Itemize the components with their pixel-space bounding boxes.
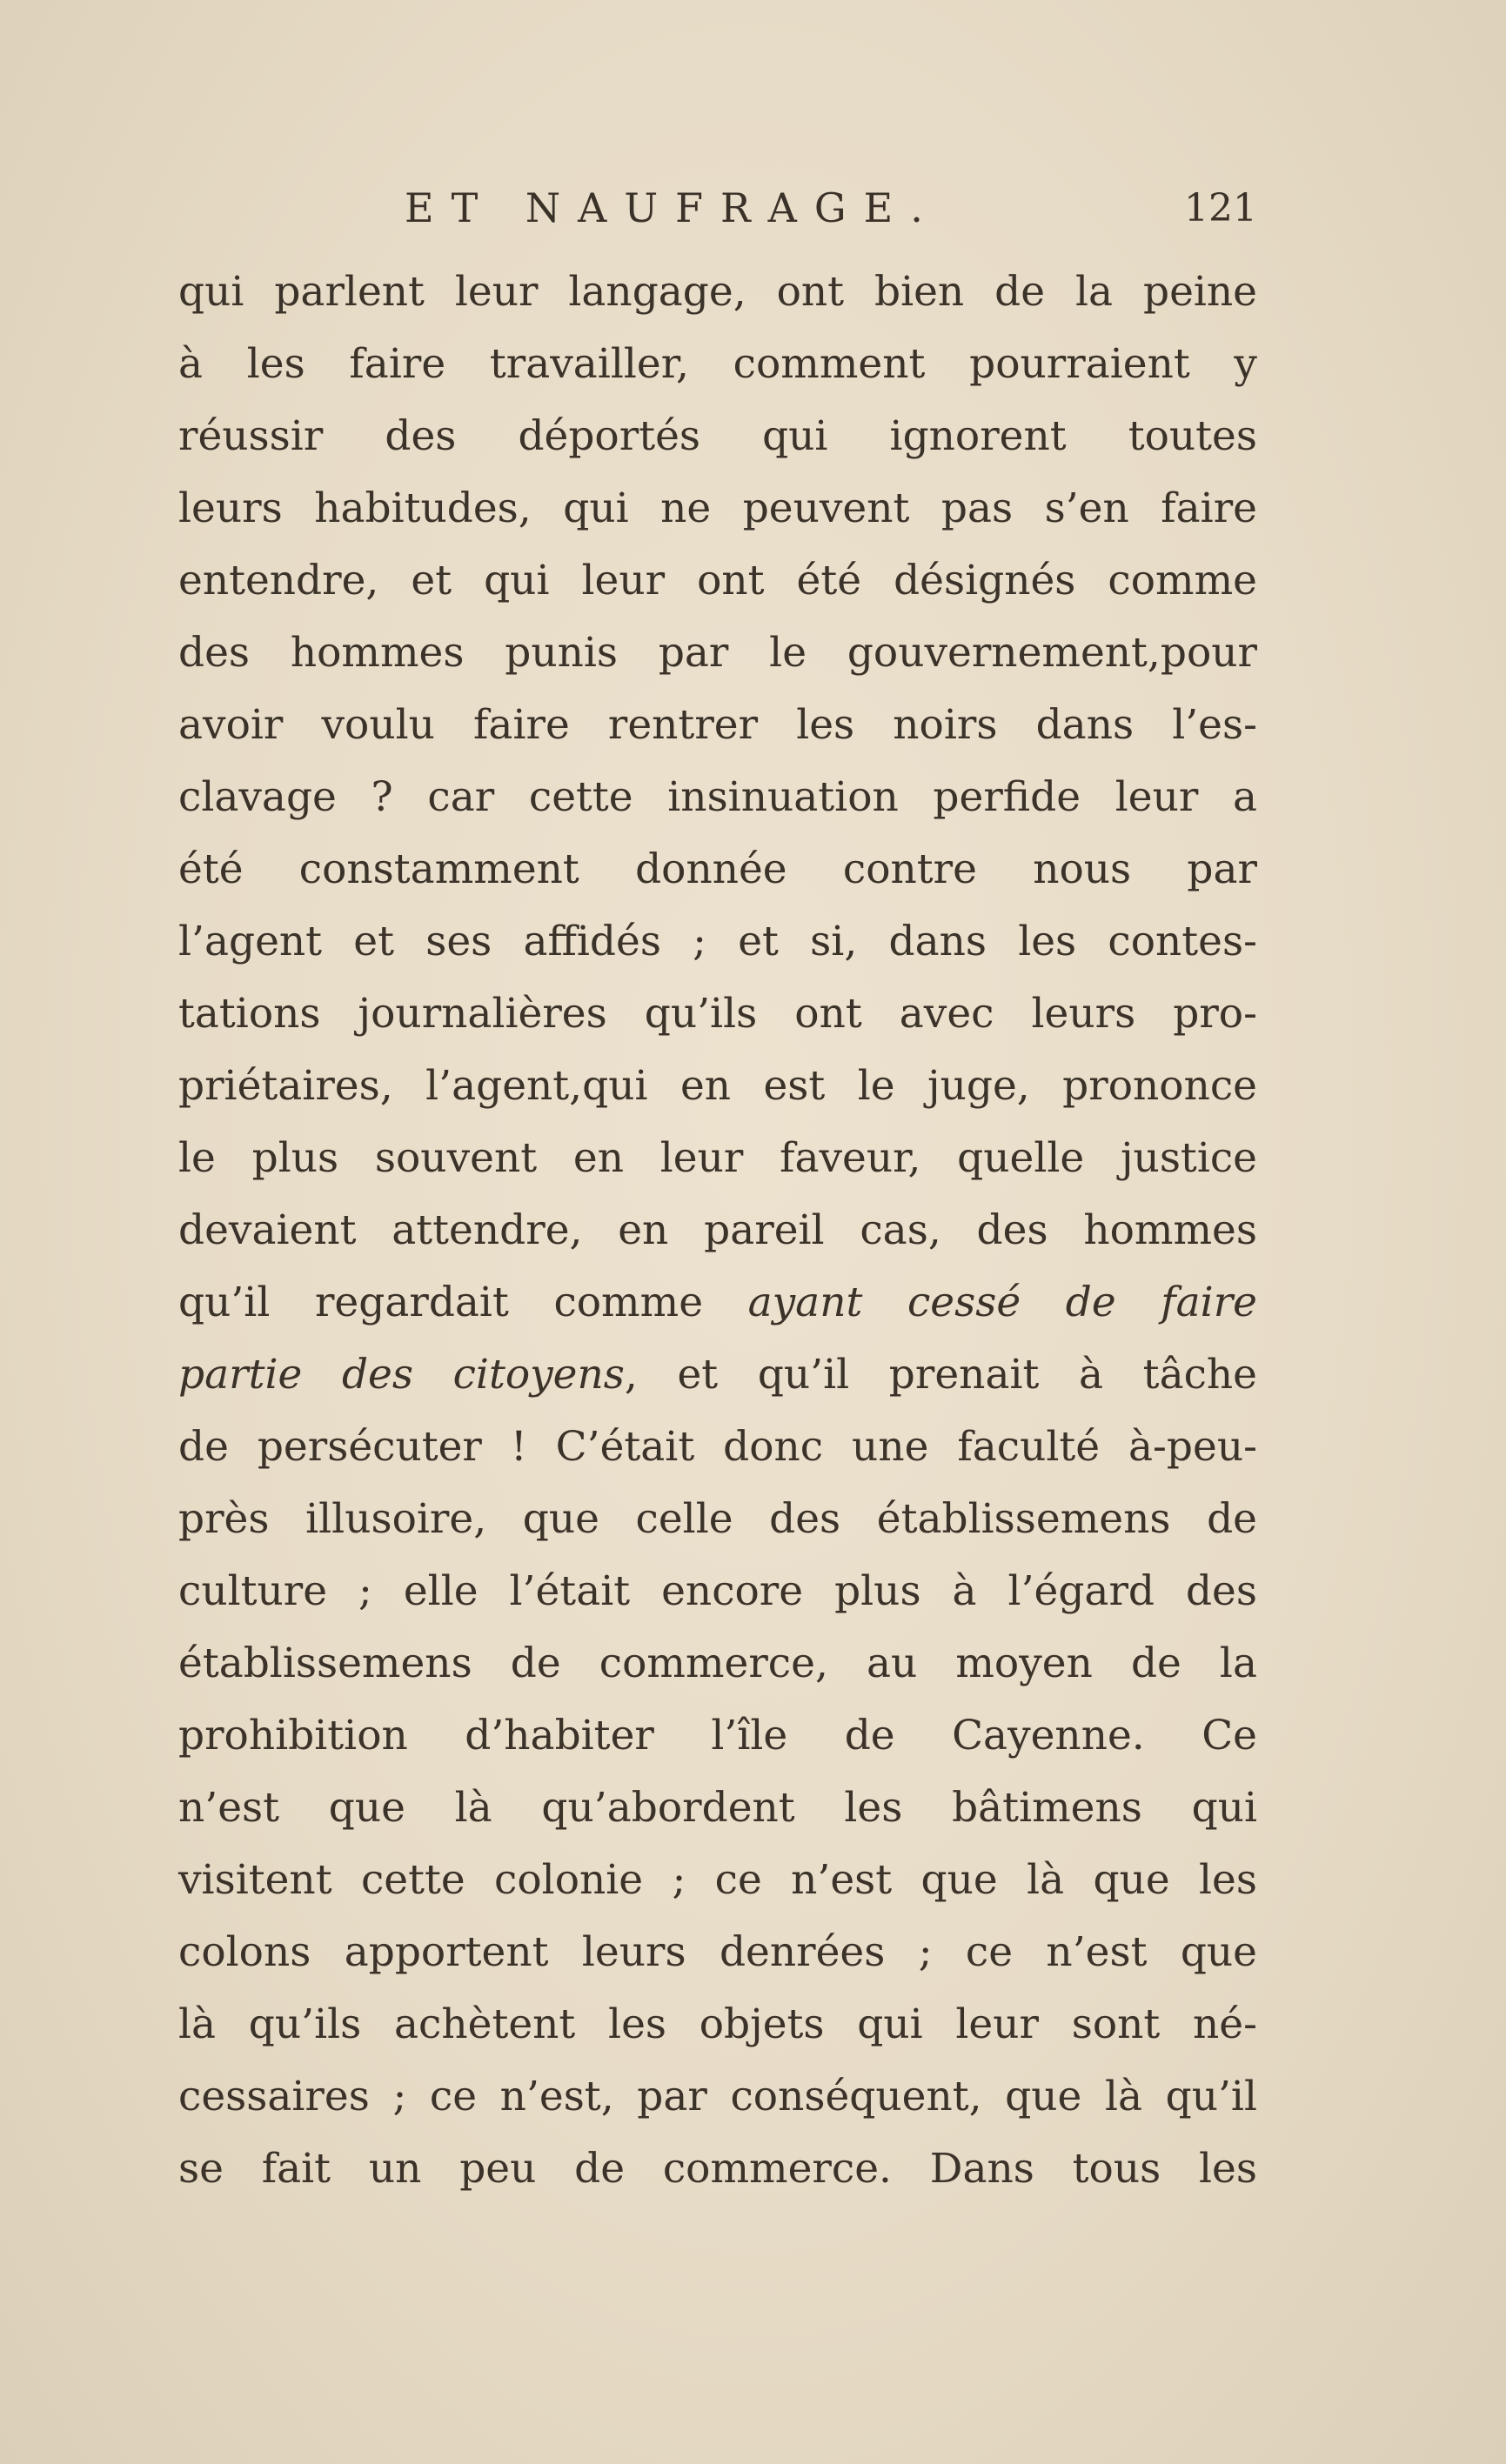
text-line	[178, 2133, 1257, 2205]
text-line	[178, 1411, 1257, 1483]
text-line	[178, 328, 1257, 400]
text-segment: des hommes punis par le gouvernement,pour	[178, 629, 1257, 677]
text-segment: visitent cette colonie ; ce n’est que là que les	[178, 1856, 1257, 1904]
text-segment: cessaires ; ce n’est, par conséquent, que là qu’il	[178, 2073, 1257, 2120]
text-line	[178, 256, 1257, 328]
text-line	[178, 1122, 1257, 1194]
text-segment: colons apportent leurs denrées ; ce n’est que	[178, 1928, 1257, 1976]
text-segment: tations journalières qu’ils ont avec leurs pro-	[178, 990, 1257, 1038]
text-segment: , et qu’il prenait à tâche	[624, 1351, 1257, 1399]
text-line	[178, 761, 1257, 833]
text-segment: qu’il regardait comme	[178, 1279, 748, 1326]
text-segment: de persécuter ! C’était donc une faculté à-peu-	[178, 1423, 1257, 1471]
text-line	[178, 905, 1257, 978]
text-segment: l’agent et ses affidés ; et si, dans les contes-	[178, 918, 1257, 965]
text-segment: établissemens de commerce, au moyen de la	[178, 1639, 1257, 1687]
italic-text: ayant cessé de faire	[747, 1279, 1257, 1326]
body-text	[178, 256, 1257, 2205]
text-segment: se fait un peu de commerce. Dans tous les	[178, 2145, 1257, 2193]
text-line	[178, 1699, 1257, 1772]
text-line	[178, 544, 1257, 617]
text-line	[178, 689, 1257, 761]
text-segment: là qu’ils achètent les objets qui leur sont né-	[178, 2000, 1257, 2048]
text-line	[178, 1194, 1257, 1266]
text-line	[178, 1050, 1257, 1122]
text-segment: qui parlent leur langage, ont bien de la peine	[178, 268, 1257, 316]
text-segment: clavage ? car cette insinuation perfide leur a	[178, 773, 1257, 821]
text-line	[178, 617, 1257, 689]
text-line	[178, 1844, 1257, 1916]
running-title: ET NAUFRAGE.	[405, 184, 940, 231]
text-line	[178, 1772, 1257, 1844]
text-line	[178, 1266, 1257, 1339]
text-line	[178, 472, 1257, 544]
text-segment: réussir des déportés qui ignorent toutes	[178, 412, 1257, 460]
text-line	[178, 2060, 1257, 2133]
text-line	[178, 1339, 1257, 1411]
text-segment: n’est que là qu’abordent les bâtimens qui	[178, 1784, 1257, 1832]
text-line	[178, 1483, 1257, 1555]
text-segment: entendre, et qui leur ont été désignés comme	[178, 557, 1257, 604]
italic-text: partie des citoyens	[178, 1351, 625, 1399]
text-line	[178, 400, 1257, 472]
page-number: 121	[1184, 186, 1257, 230]
text-segment: avoir voulu faire rentrer les noirs dans l’es-	[178, 701, 1257, 749]
text-segment: priétaires, l’agent,qui en est le juge, prononce	[178, 1062, 1257, 1110]
text-line	[178, 1555, 1257, 1627]
text-segment: devaient attendre, en pareil cas, des hommes	[178, 1206, 1257, 1254]
text-line	[178, 978, 1257, 1050]
text-segment: le plus souvent en leur faveur, quelle justice	[178, 1134, 1257, 1182]
running-head	[178, 184, 1257, 245]
text-line	[178, 833, 1257, 905]
text-line	[178, 1916, 1257, 1988]
text-segment: à les faire travailler, comment pourraient y	[178, 340, 1257, 388]
text-line	[178, 1988, 1257, 2060]
text-segment: leurs habitudes, qui ne peuvent pas s’en faire	[178, 484, 1257, 532]
text-segment: été constamment donnée contre nous par	[178, 845, 1257, 893]
text-segment: près illusoire, que celle des établissemens de	[178, 1495, 1257, 1543]
text-line	[178, 1627, 1257, 1699]
text-segment: prohibition d’habiter l’île de Cayenne. Ce	[178, 1712, 1257, 1760]
text-segment: culture ; elle l’était encore plus à l’égard des	[178, 1567, 1257, 1615]
